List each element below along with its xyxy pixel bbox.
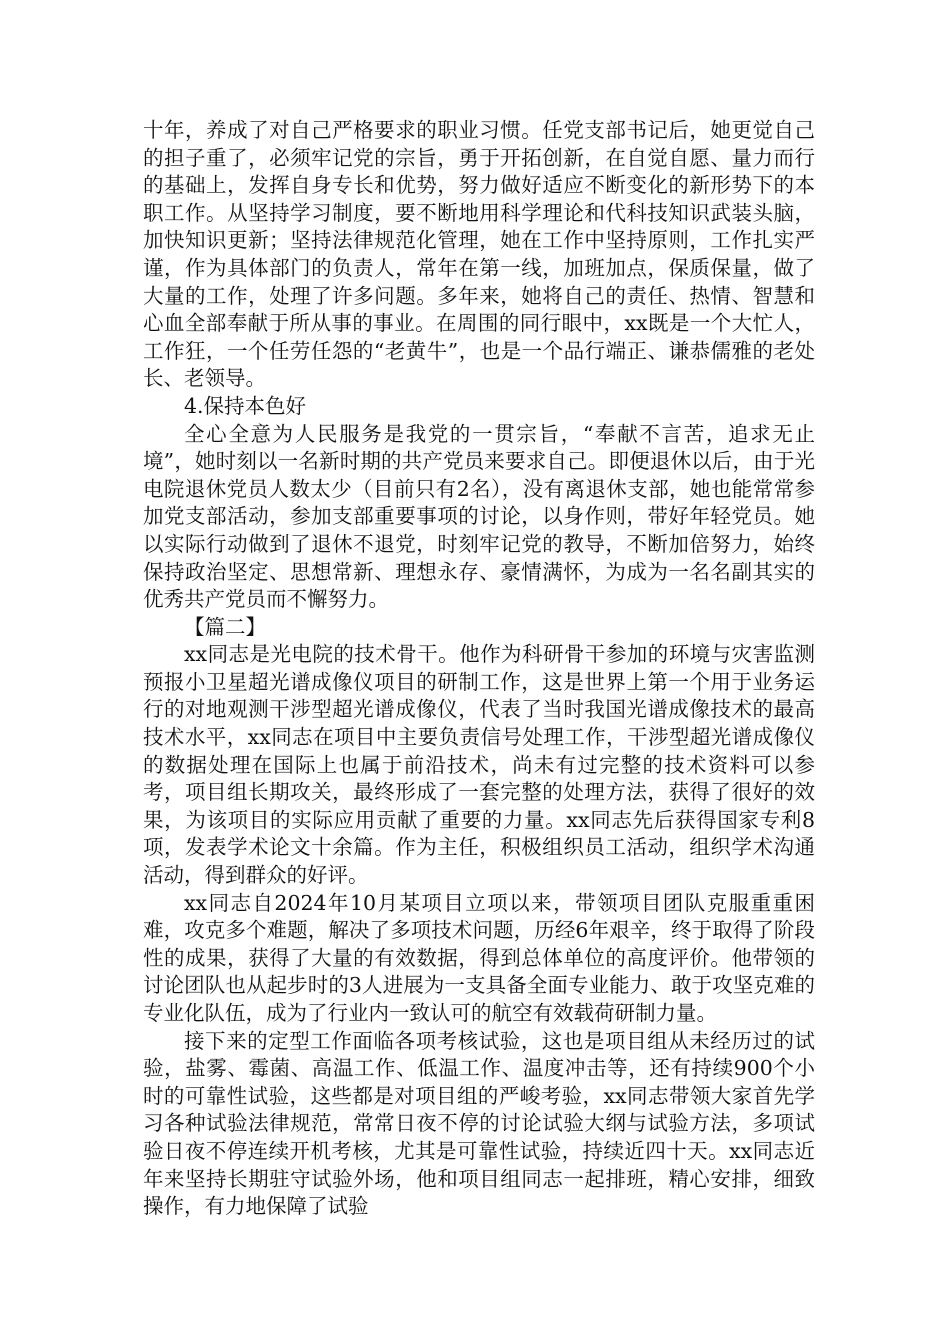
- paragraph: 全心全意为人民服务是我党的一贯宗旨，“奉献不言苦，追求无止境”，她时刻以一名新时期的共产党员来要求自己。即便退休以后，由于光电院退休党员人数太少（目前只有2名），没有离退休支部，她也能常常参加党支部活动，参加支部重要事项的讨论，以身作则，带好年轻党员。她以实际行动做到了退休不退党，时刻牢记党的教导，不断加倍努力，始终保持政治坚定、思想常新、理想永存、豪情满怀，为成为一名名副其实的优秀共产党员而不懈努力。: [143, 421, 815, 612]
- document-body: [143, 117, 815, 1221]
- paragraph: 接下来的定型工作面临各项考核试验，这也是项目组从未经历过的试验，盐雾、霉菌、高温工作、低温工作、温度冲击等，还有持续900个小时的可靠性试验，这些都是对项目组的严峻考验，xx同志带领大家首先学习各种试验法律规范，常常日夜不停的讨论试验大纲与试验方法，多项试验日夜不停连续开机考核，尤其是可靠性试验，持续近四十天。xx同志近年来坚持长期驻守试验外场，他和项目组同志一起排班，精心安排，细致操作，有力地保障了试验: [143, 1028, 815, 1219]
- paragraph: xx同志自2024年10月某项目立项以来，带领项目团队克服重重困难，攻克多个难题，解决了多项技术问题，历经6年艰辛，终于取得了阶段性的成果，获得了大量的有效数据，得到总体单位的高度评价。他带领的讨论团队也从起步时的3人进展为一支具备全面专业能力、敢于攻坚克难的专业化队伍，成为了行业内一致认可的航空有效载荷研制力量。: [143, 890, 815, 1025]
- paragraph: xx同志是光电院的技术骨干。他作为科研骨干参加的环境与灾害监测预报小卫星超光谱成像仪项目的研制工作，这是世界上第一个用于业务运行的对地观测干涉型超光谱成像仪，代表了当时我国光谱成像技术的最高技术水平，xx同志在项目中主要负责信号处理工作，干涉型超光谱成像仪的数据处理在国际上也属于前沿技术，尚未有过完整的技术资料可以参考，项目组长期攻关，最终形成了一套完整的处理方法，获得了很好的效果，为该项目的实际应用贡献了重要的力量。xx同志先后获得国家专利8项，发表学术论文十余篇。作为主任，积极组织员工活动，组织学术沟通活动，得到群众的好评。: [143, 642, 815, 888]
- section-heading: 4.保持本色好: [184, 393, 307, 418]
- paragraph-continued: 十年，养成了对自己严格要求的职业习惯。任党支部书记后，她更觉自己的担子重了，必须牢记党的宗旨，勇于开拓创新，在自觉自愿、量力而行的基础上，发挥自身专长和优势，努力做好适应不断变化的新形势下的本职工作。从坚持学习制度，要不断地用科学理论和代科技知识武装头脑，加快知识更新；坚持法律规范化管理，她在工作中坚持原则，工作扎实严谨，作为具体部门的负责人，常年在第一线，加班加点，保质保量，做了大量的工作，处理了许多问题。多年来，她将自己的责任、热情、智慧和心血全部奉献于所从事的事业。在周围的同行眼中，xx既是一个大忙人，工作狂，一个任劳任怨的“老黄牛”，也是一个品行端正、谦恭儒雅的老处长、老领导。: [143, 118, 815, 391]
- chapter-heading: 【篇二】: [184, 614, 266, 639]
